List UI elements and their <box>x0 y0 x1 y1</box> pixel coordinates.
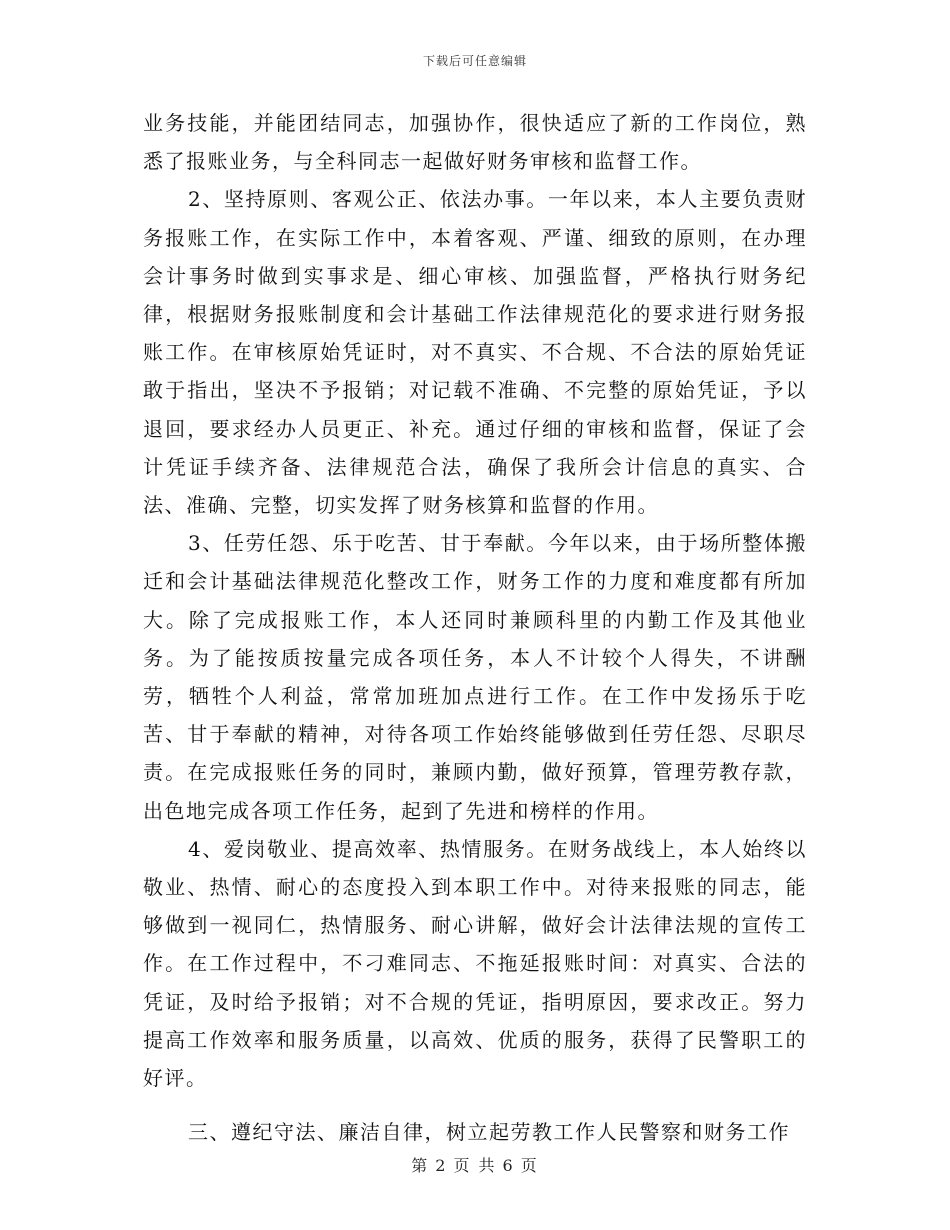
paragraph-item-2: 2、坚持原则、客观公正、依法办事。一年以来，本人主要负责财务报账工作，在实际工作中，本着客观、严谨、细致的原则，在办理会计事务时做到实事求是、细心审核、加强监督，严格执行财务纪律，根据财务报账制度和会计基础工作法律规范化的要求进行财务报账工作。在审核原始凭证时，对不真实、不合规、不合法的原始凭证敢于指出，坚决不予报销；对记载不准确、不完整的原始凭证，予以退回，要求经办人员更正、补充。通过仔细的审核和监督，保证了会计凭证手续齐备、法律规范合法，确保了我所会计信息的真实、合法、准确、完整，切实发挥了财务核算和监督的作用。 <box>143 187 807 518</box>
footer-current-page: 2 <box>435 1156 448 1175</box>
paragraph-item-4: 4、爱岗敬业、提高效率、热情服务。在财务战线上，本人始终以敬业、热情、耐心的态度投入到本职工作中。对待来报账的同志，能够做到一视同仁，热情服务、耐心讲解，做好会计法律法规的宣传工作。在工作过程中，不刁难同志、不拖延报账时间：对真实、合法的凭证，及时给予报销；对不合规的凭证，指明原因，要求改正。努力提高工作效率和服务质量，以高效、优质的服务，获得了民警职工的好评。 <box>143 836 807 1091</box>
paragraph-section-3-heading: 三、遵纪守法、廉洁自律，树立起劳教工作人民警察和财务工作 <box>188 1120 790 1145</box>
footer-total-pages: 6 <box>502 1156 515 1175</box>
page-header-note: 下载后可任意编辑 <box>422 54 527 68</box>
page-footer <box>0 1153 950 1176</box>
paragraph-item-3: 3、任劳任怨、乐于吃苦、甘于奉献。今年以来，由于场所整体搬迁和会计基础法律规范化整改工作，财务工作的力度和难度都有所加大。除了完成报账工作，本人还同时兼顾科里的内勤工作及其他业务。为了能按质按量完成各项任务，本人不计较个人得失，不讲酬劳，牺牲个人利益，常常加班加点进行工作。在工作中发扬乐于吃苦、甘于奉献的精神，对待各项工作始终能够做到任劳任怨、尽职尽责。在完成报账任务的同时，兼顾内勤，做好预算，管理劳教存款，出色地完成各项工作任务，起到了先进和榜样的作用。 <box>143 531 807 823</box>
document-body <box>143 104 807 1151</box>
footer-middle: 页 共 <box>453 1156 497 1175</box>
paragraph-continuation: 业务技能，并能团结同志，加强协作，很快适应了新的工作岗位，熟悉了报账业务，与全科同志一起做好财务审核和监督工作。 <box>143 111 807 174</box>
footer-prefix: 第 <box>411 1156 430 1175</box>
footer-suffix: 页 <box>520 1156 539 1175</box>
